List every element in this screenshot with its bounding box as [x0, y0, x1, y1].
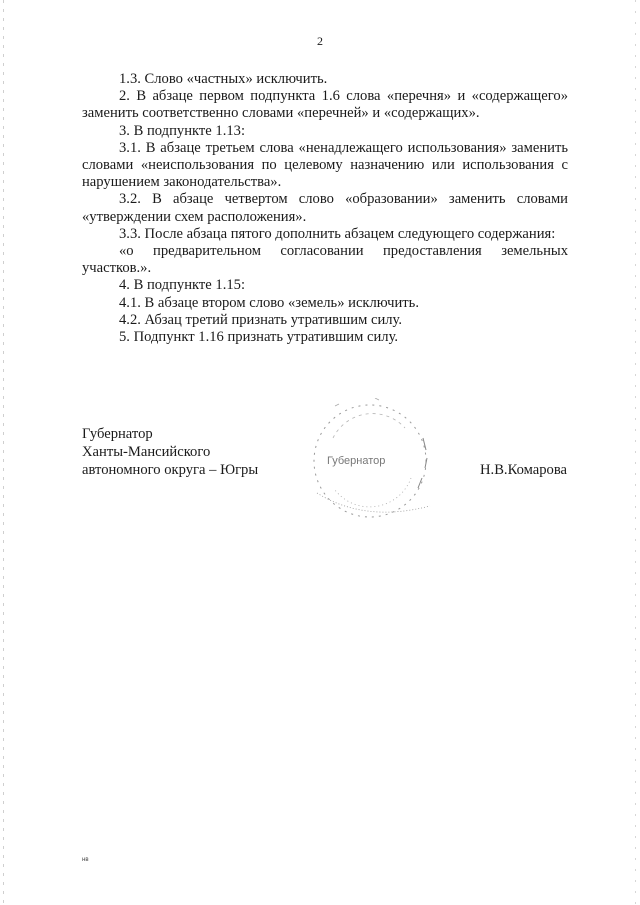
position-line-3: автономного округа – Югры [82, 462, 259, 478]
paragraph-4-2: 4.2. Абзац третий признать утратившим силу. [119, 311, 403, 328]
scan-edge-left [3, 0, 4, 905]
signature-position [82, 425, 258, 479]
scan-edge-right [635, 0, 636, 905]
paragraph-3-3-quote: «о предварительном согласовании предоставления земельных участков.». [82, 243, 568, 277]
stamp-seal-icon [305, 398, 435, 523]
stamp-text: Губернатор [327, 455, 386, 467]
document-body [82, 71, 568, 346]
paragraph-1-3: 1.3. Слово «частных» исключить. [119, 71, 328, 87]
signer-name: Н.В.Комарова [480, 462, 567, 478]
position-line-2: Ханты-Мансийского [82, 444, 211, 460]
paragraph-5: 5. Подпункт 1.16 признать утратившим силу. [119, 329, 399, 346]
facsimile-stamp [305, 398, 435, 523]
paragraph-4: 4. В подпункте 1.15: [119, 277, 245, 294]
paragraph-3: 3. В подпункте 1.13: [119, 122, 245, 139]
paragraph-4-1: 4.1. В абзаце втором слово «земель» исключить. [119, 294, 419, 311]
page-number: 2 [317, 34, 323, 48]
paragraph-3-2: 3.2. В абзаце четвертом слово «образовании» заменить словами «утверждении схем расположения». [82, 191, 568, 225]
position-line-1: Губернатор [82, 426, 153, 442]
executor-initials: нв [82, 857, 89, 863]
paragraph-3-1: 3.1. В абзаце третьем слова «ненадлежащего использования» заменить словами «неиспользования по целевому назначению или использования с нарушением законодательства». [82, 139, 568, 191]
paragraph-2: 2. В абзаце первом подпункта 1.6 слова «перечня» и «содержащего» заменить соответственно словами «перечней» и «содержащих». [82, 88, 568, 122]
paragraph-3-3: 3.3. После абзаца пятого дополнить абзацем следующего содержания: [119, 225, 556, 242]
